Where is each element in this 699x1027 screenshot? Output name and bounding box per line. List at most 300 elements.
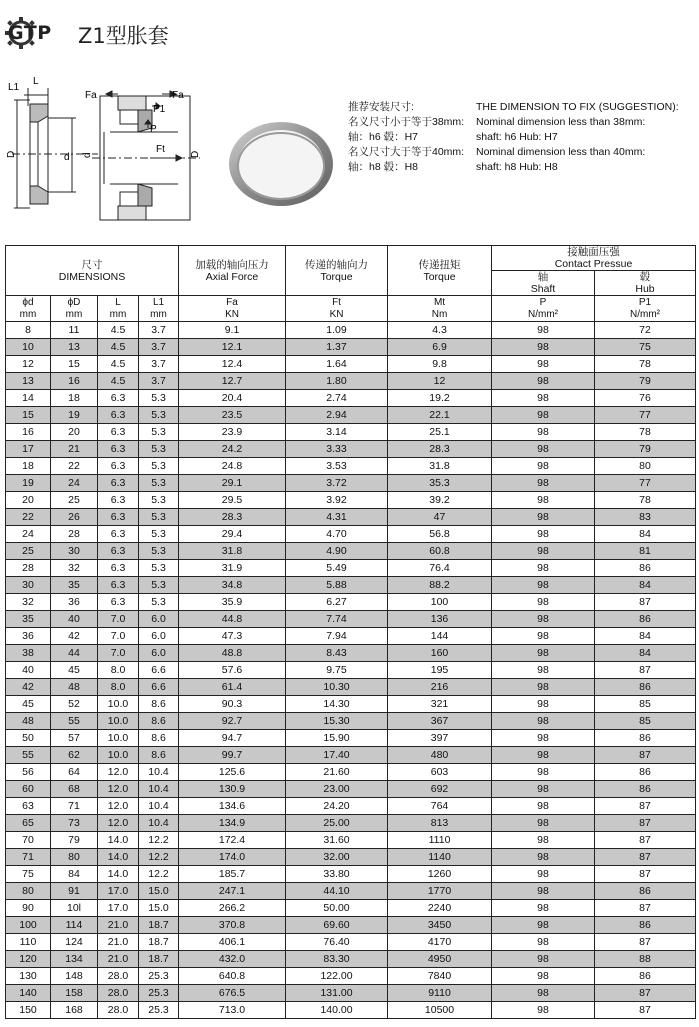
table-cell: 32 bbox=[6, 594, 51, 611]
table-row bbox=[6, 475, 696, 492]
table-cell: 813 bbox=[388, 815, 492, 832]
table-cell: 10.4 bbox=[139, 815, 179, 832]
table-cell: 3450 bbox=[388, 917, 492, 934]
table-cell: 24.8 bbox=[179, 458, 286, 475]
table-cell: 23.5 bbox=[179, 407, 286, 424]
table-cell: 130.9 bbox=[179, 781, 286, 798]
table-cell: 80 bbox=[6, 883, 51, 900]
table-cell: 28.3 bbox=[388, 441, 492, 458]
table-cell: 98 bbox=[492, 543, 595, 560]
unit-header-cell bbox=[179, 296, 286, 322]
table-cell: 12.1 bbox=[179, 339, 286, 356]
table-cell: 9.75 bbox=[286, 662, 388, 679]
table-cell: 8.0 bbox=[98, 662, 139, 679]
table-cell: 83.30 bbox=[286, 951, 388, 968]
table-cell: 65 bbox=[6, 815, 51, 832]
table-cell: 48 bbox=[51, 679, 98, 696]
table-cell: 406.1 bbox=[179, 934, 286, 951]
table-cell: 87 bbox=[595, 747, 696, 764]
table-cell: 3.7 bbox=[139, 373, 179, 390]
label-fa-left: Fa bbox=[85, 90, 97, 101]
table-cell: 28.0 bbox=[98, 968, 139, 985]
table-cell: 10.30 bbox=[286, 679, 388, 696]
table-cell: 98 bbox=[492, 951, 595, 968]
table-cell: 19 bbox=[51, 407, 98, 424]
table-cell: 367 bbox=[388, 713, 492, 730]
table-cell: 98 bbox=[492, 730, 595, 747]
table-cell: 21.0 bbox=[98, 917, 139, 934]
table-cell: 23.9 bbox=[179, 424, 286, 441]
table-cell: 6.3 bbox=[98, 390, 139, 407]
header-dimensions-cn: 尺寸 bbox=[81, 258, 103, 271]
table-cell: 8.6 bbox=[139, 713, 179, 730]
table-cell: 6.3 bbox=[98, 543, 139, 560]
table-row bbox=[6, 866, 696, 883]
spec-en: Nominal dimension less than 40mm: bbox=[476, 146, 646, 158]
table-cell: 98 bbox=[492, 390, 595, 407]
table-cell: 62 bbox=[51, 747, 98, 764]
table-cell: 18 bbox=[51, 390, 98, 407]
table-cell: 83 bbox=[595, 509, 696, 526]
table-cell: 86 bbox=[595, 560, 696, 577]
table-cell: 6.0 bbox=[139, 628, 179, 645]
table-cell: 77 bbox=[595, 407, 696, 424]
table-cell: 79 bbox=[51, 832, 98, 849]
table-cell: 21.0 bbox=[98, 951, 139, 968]
header-axial-cn: 加载的轴向压力 bbox=[195, 258, 269, 271]
spec-en: Nominal dimension less than 38mm: bbox=[476, 116, 646, 128]
table-cell: 266.2 bbox=[179, 900, 286, 917]
unit-header-cell bbox=[595, 296, 696, 322]
table-cell: 13 bbox=[6, 373, 51, 390]
table-row bbox=[6, 951, 696, 968]
unit-symbol: Ft bbox=[332, 296, 341, 308]
table-cell: 98 bbox=[492, 1002, 595, 1019]
table-cell: 8.0 bbox=[98, 679, 139, 696]
table-cell: 12.0 bbox=[98, 798, 139, 815]
table-cell: 20 bbox=[6, 492, 51, 509]
table-cell: 4950 bbox=[388, 951, 492, 968]
table-cell: 30 bbox=[51, 543, 98, 560]
table-cell: 150 bbox=[6, 1002, 51, 1019]
label-ft: Ft bbox=[156, 144, 165, 155]
table-cell: 11 bbox=[51, 322, 98, 339]
table-cell: 32 bbox=[51, 560, 98, 577]
table-cell: 5.49 bbox=[286, 560, 388, 577]
table-cell: 98 bbox=[492, 798, 595, 815]
table-cell: 14.0 bbox=[98, 832, 139, 849]
table-cell: 5.3 bbox=[139, 543, 179, 560]
table-cell: 98 bbox=[492, 322, 595, 339]
table-cell: 73 bbox=[51, 815, 98, 832]
table-cell: 6.3 bbox=[98, 475, 139, 492]
table-row bbox=[6, 747, 696, 764]
table-cell: 12.0 bbox=[98, 815, 139, 832]
table-cell: 160 bbox=[388, 645, 492, 662]
table-cell: 61.4 bbox=[179, 679, 286, 696]
table-cell: 168 bbox=[51, 1002, 98, 1019]
table-cell: 114 bbox=[51, 917, 98, 934]
table-cell: 10.4 bbox=[139, 798, 179, 815]
table-cell: 63 bbox=[6, 798, 51, 815]
table-cell: 76.40 bbox=[286, 934, 388, 951]
table-row bbox=[6, 679, 696, 696]
table-cell: 47.3 bbox=[179, 628, 286, 645]
unit-label: mm bbox=[109, 308, 127, 320]
table-cell: 77 bbox=[595, 475, 696, 492]
table-cell: 4.5 bbox=[98, 356, 139, 373]
unit-header-cell bbox=[286, 296, 388, 322]
table-row bbox=[6, 458, 696, 475]
table-cell: 38 bbox=[6, 645, 51, 662]
unit-label: mm bbox=[19, 308, 37, 320]
table-cell: 52 bbox=[51, 696, 98, 713]
table-row bbox=[6, 730, 696, 747]
table-cell: 16 bbox=[51, 373, 98, 390]
table-cell: 44.8 bbox=[179, 611, 286, 628]
table-cell: 35 bbox=[6, 611, 51, 628]
table-cell: 20 bbox=[51, 424, 98, 441]
header-axial-torque bbox=[286, 246, 388, 296]
table-cell: 98 bbox=[492, 985, 595, 1002]
table-cell: 8.6 bbox=[139, 747, 179, 764]
table-cell: 84 bbox=[595, 526, 696, 543]
table-cell: 79 bbox=[595, 373, 696, 390]
table-cell: 35.9 bbox=[179, 594, 286, 611]
table-cell: 60 bbox=[6, 781, 51, 798]
unit-label: Nm bbox=[431, 308, 448, 320]
table-cell: 5.3 bbox=[139, 577, 179, 594]
table-cell: 15 bbox=[6, 407, 51, 424]
label-p: P bbox=[150, 124, 157, 135]
table-cell: 7.94 bbox=[286, 628, 388, 645]
table-cell: 2.74 bbox=[286, 390, 388, 407]
unit-label: N/mm² bbox=[528, 308, 559, 320]
table-cell: 17.40 bbox=[286, 747, 388, 764]
table-row bbox=[6, 1002, 696, 1019]
table-cell: 17.0 bbox=[98, 883, 139, 900]
table-cell: 14.0 bbox=[98, 849, 139, 866]
table-cell: 68 bbox=[51, 781, 98, 798]
table-cell: 1260 bbox=[388, 866, 492, 883]
spec-en: THE DIMENSION TO FIX (SUGGESTION): bbox=[476, 101, 679, 113]
table-cell: 98 bbox=[492, 968, 595, 985]
table-cell: 321 bbox=[388, 696, 492, 713]
table-cell: 48.8 bbox=[179, 645, 286, 662]
unit-label: mm bbox=[150, 308, 167, 320]
header-axial-force bbox=[179, 246, 286, 296]
table-cell: 22 bbox=[51, 458, 98, 475]
table-cell: 10.4 bbox=[139, 781, 179, 798]
table-cell: 14.30 bbox=[286, 696, 388, 713]
table-cell: 3.72 bbox=[286, 475, 388, 492]
table-cell: 31.60 bbox=[286, 832, 388, 849]
table-cell: 4.5 bbox=[98, 339, 139, 356]
spec-en: shaft: h8 Hub: H8 bbox=[476, 161, 558, 173]
table-cell: 84 bbox=[595, 628, 696, 645]
table-cell: 55 bbox=[6, 747, 51, 764]
table-cell: 98 bbox=[492, 764, 595, 781]
header-shaft bbox=[492, 271, 595, 296]
table-cell: 148 bbox=[51, 968, 98, 985]
table-cell: 20.4 bbox=[179, 390, 286, 407]
spec-cn: 轴：h8 毂：H8 bbox=[348, 161, 419, 173]
dimension-table bbox=[5, 245, 695, 1019]
table-cell: 397 bbox=[388, 730, 492, 747]
table-cell: 98 bbox=[492, 645, 595, 662]
table-cell: 3.53 bbox=[286, 458, 388, 475]
table-cell: 19.2 bbox=[388, 390, 492, 407]
unit-symbol: Fa bbox=[226, 296, 238, 308]
table-cell: 86 bbox=[595, 968, 696, 985]
table-cell: 87 bbox=[595, 849, 696, 866]
table-cell: 47 bbox=[388, 509, 492, 526]
table-cell: 125.6 bbox=[179, 764, 286, 781]
header-hub-en: Hub bbox=[635, 283, 655, 295]
table-cell: 57 bbox=[51, 730, 98, 747]
table-cell: 18.7 bbox=[139, 951, 179, 968]
table-cell: 76.4 bbox=[388, 560, 492, 577]
table-cell: 84 bbox=[595, 645, 696, 662]
table-cell: 75 bbox=[595, 339, 696, 356]
table-cell: 5.3 bbox=[139, 509, 179, 526]
table-cell: 36 bbox=[6, 628, 51, 645]
table-cell: 10l bbox=[51, 900, 98, 917]
header-dimensions-en: DIMENSIONS bbox=[58, 270, 126, 283]
table-cell: 1770 bbox=[388, 883, 492, 900]
table-cell: 2.94 bbox=[286, 407, 388, 424]
table-cell: 12.0 bbox=[98, 764, 139, 781]
table-cell: 18.7 bbox=[139, 934, 179, 951]
table-cell: 80 bbox=[595, 458, 696, 475]
table-cell: 98 bbox=[492, 662, 595, 679]
table-cell: 90 bbox=[6, 900, 51, 917]
table-cell: 98 bbox=[492, 441, 595, 458]
table-cell: 7.0 bbox=[98, 628, 139, 645]
table-cell: 6.6 bbox=[139, 662, 179, 679]
table-cell: 71 bbox=[51, 798, 98, 815]
table-row bbox=[6, 662, 696, 679]
table-cell: 21.60 bbox=[286, 764, 388, 781]
label-l1: L1 bbox=[8, 82, 20, 93]
table-cell: 9.1 bbox=[179, 322, 286, 339]
table-cell: 98 bbox=[492, 866, 595, 883]
table-row bbox=[6, 849, 696, 866]
header-torque2-cn: 传递扭矩 bbox=[418, 258, 461, 271]
table-row bbox=[6, 985, 696, 1002]
table-cell: 18 bbox=[6, 458, 51, 475]
spec-en: shaft: h6 Hub: H7 bbox=[476, 131, 558, 143]
table-row bbox=[6, 781, 696, 798]
label-d-inner-mid: d bbox=[82, 152, 93, 158]
table-cell: 216 bbox=[388, 679, 492, 696]
table-cell: 15.0 bbox=[139, 883, 179, 900]
table-cell: 25.1 bbox=[388, 424, 492, 441]
table-cell: 10500 bbox=[388, 1002, 492, 1019]
table-cell: 3.33 bbox=[286, 441, 388, 458]
table-cell: 5.3 bbox=[139, 390, 179, 407]
unit-symbol: L1 bbox=[152, 296, 165, 308]
table-cell: 17 bbox=[6, 441, 51, 458]
table-cell: 98 bbox=[492, 475, 595, 492]
table-cell: 1110 bbox=[388, 832, 492, 849]
unit-header-cell bbox=[139, 296, 179, 322]
table-cell: 22 bbox=[6, 509, 51, 526]
table-cell: 98 bbox=[492, 356, 595, 373]
table-cell: 8.6 bbox=[139, 696, 179, 713]
table-cell: 158 bbox=[51, 985, 98, 1002]
table-cell: 172.4 bbox=[179, 832, 286, 849]
table-cell: 6.6 bbox=[139, 679, 179, 696]
table-cell: 98 bbox=[492, 526, 595, 543]
table-cell: 84 bbox=[595, 577, 696, 594]
table-cell: 247.1 bbox=[179, 883, 286, 900]
header-hub bbox=[595, 271, 696, 296]
table-cell: 124 bbox=[51, 934, 98, 951]
table-cell: 28.0 bbox=[98, 1002, 139, 1019]
table-cell: 98 bbox=[492, 679, 595, 696]
table-cell: 94.7 bbox=[179, 730, 286, 747]
table-cell: 4.5 bbox=[98, 322, 139, 339]
table-cell: 98 bbox=[492, 373, 595, 390]
table-cell: 12.2 bbox=[139, 849, 179, 866]
header-hub-cn: 毂 bbox=[639, 271, 651, 283]
table-cell: 39.2 bbox=[388, 492, 492, 509]
table-cell: 100 bbox=[388, 594, 492, 611]
table-cell: 185.7 bbox=[179, 866, 286, 883]
table-cell: 85 bbox=[595, 696, 696, 713]
table-cell: 370.8 bbox=[179, 917, 286, 934]
table-cell: 35 bbox=[51, 577, 98, 594]
label-l: L bbox=[33, 76, 39, 87]
label-fa-right: Fa bbox=[172, 90, 184, 101]
table-cell: 134.6 bbox=[179, 798, 286, 815]
table-cell: 5.3 bbox=[139, 594, 179, 611]
table-cell: 86 bbox=[595, 611, 696, 628]
table-cell: 5.3 bbox=[139, 424, 179, 441]
table-row bbox=[6, 815, 696, 832]
table-cell: 13 bbox=[51, 339, 98, 356]
table-cell: 15 bbox=[51, 356, 98, 373]
table-row bbox=[6, 407, 696, 424]
table-cell: 9.8 bbox=[388, 356, 492, 373]
table-cell: 4.3 bbox=[388, 322, 492, 339]
table-row bbox=[6, 492, 696, 509]
units-row bbox=[6, 296, 696, 322]
table-cell: 12 bbox=[388, 373, 492, 390]
unit-label: N/mm² bbox=[630, 308, 661, 320]
table-cell: 98 bbox=[492, 424, 595, 441]
table-row bbox=[6, 322, 696, 339]
table-cell: 5.3 bbox=[139, 560, 179, 577]
table-cell: 98 bbox=[492, 339, 595, 356]
table-cell: 98 bbox=[492, 900, 595, 917]
table-cell: 25.3 bbox=[139, 968, 179, 985]
table-cell: 25 bbox=[51, 492, 98, 509]
table-cell: 55 bbox=[51, 713, 98, 730]
table-cell: 44 bbox=[51, 645, 98, 662]
table-cell: 136 bbox=[388, 611, 492, 628]
table-cell: 87 bbox=[595, 815, 696, 832]
table-cell: 6.0 bbox=[139, 645, 179, 662]
table-row bbox=[6, 900, 696, 917]
table-cell: 87 bbox=[595, 594, 696, 611]
table-cell: 1.80 bbox=[286, 373, 388, 390]
table-cell: 120 bbox=[6, 951, 51, 968]
table-cell: 713.0 bbox=[179, 1002, 286, 1019]
table-cell: 98 bbox=[492, 628, 595, 645]
table-row bbox=[6, 934, 696, 951]
table-cell: 34.8 bbox=[179, 577, 286, 594]
table-cell: 7.74 bbox=[286, 611, 388, 628]
expansion-sleeve-photo bbox=[225, 118, 337, 210]
table-cell: 10.0 bbox=[98, 696, 139, 713]
table-cell: 12.2 bbox=[139, 866, 179, 883]
table-cell: 6.3 bbox=[98, 407, 139, 424]
table-cell: 15.90 bbox=[286, 730, 388, 747]
header-dimensions bbox=[6, 246, 179, 296]
table-cell: 6.3 bbox=[98, 458, 139, 475]
table-row bbox=[6, 645, 696, 662]
table-cell: 29.5 bbox=[179, 492, 286, 509]
spec-cn: 推荐安装尺寸: bbox=[348, 101, 414, 113]
table-cell: 86 bbox=[595, 764, 696, 781]
table-cell: 75 bbox=[6, 866, 51, 883]
table-cell: 85 bbox=[595, 713, 696, 730]
table-cell: 71 bbox=[6, 849, 51, 866]
table-cell: 10.0 bbox=[98, 730, 139, 747]
table-cell: 10.0 bbox=[98, 713, 139, 730]
table-cell: 98 bbox=[492, 747, 595, 764]
table-cell: 174.0 bbox=[179, 849, 286, 866]
unit-symbol: ϕd bbox=[22, 296, 34, 308]
table-cell: 4.31 bbox=[286, 509, 388, 526]
table-cell: 98 bbox=[492, 883, 595, 900]
table-cell: 6.3 bbox=[98, 509, 139, 526]
table-cell: 7840 bbox=[388, 968, 492, 985]
table-row bbox=[6, 526, 696, 543]
table-cell: 480 bbox=[388, 747, 492, 764]
table-row bbox=[6, 968, 696, 985]
table-cell: 144 bbox=[388, 628, 492, 645]
table-cell: 44.10 bbox=[286, 883, 388, 900]
table-cell: 9110 bbox=[388, 985, 492, 1002]
table-cell: 99.7 bbox=[179, 747, 286, 764]
table-cell: 28.0 bbox=[98, 985, 139, 1002]
table-cell: 87 bbox=[595, 1002, 696, 1019]
unit-label: mm bbox=[65, 308, 83, 320]
table-cell: 87 bbox=[595, 832, 696, 849]
table-cell: 1140 bbox=[388, 849, 492, 866]
table-cell: 130 bbox=[6, 968, 51, 985]
table-cell: 45 bbox=[51, 662, 98, 679]
unit-header-cell bbox=[492, 296, 595, 322]
table-cell: 676.5 bbox=[179, 985, 286, 1002]
table-cell: 3.7 bbox=[139, 356, 179, 373]
table-cell: 18.7 bbox=[139, 917, 179, 934]
table-cell: 2240 bbox=[388, 900, 492, 917]
table-cell: 98 bbox=[492, 781, 595, 798]
table-cell: 92.7 bbox=[179, 713, 286, 730]
table-cell: 87 bbox=[595, 934, 696, 951]
table-cell: 60.8 bbox=[388, 543, 492, 560]
table-cell: 42 bbox=[6, 679, 51, 696]
table-cell: 87 bbox=[595, 798, 696, 815]
table-cell: 3.7 bbox=[139, 322, 179, 339]
table-cell: 21.0 bbox=[98, 934, 139, 951]
table-row bbox=[6, 764, 696, 781]
table-cell: 98 bbox=[492, 815, 595, 832]
